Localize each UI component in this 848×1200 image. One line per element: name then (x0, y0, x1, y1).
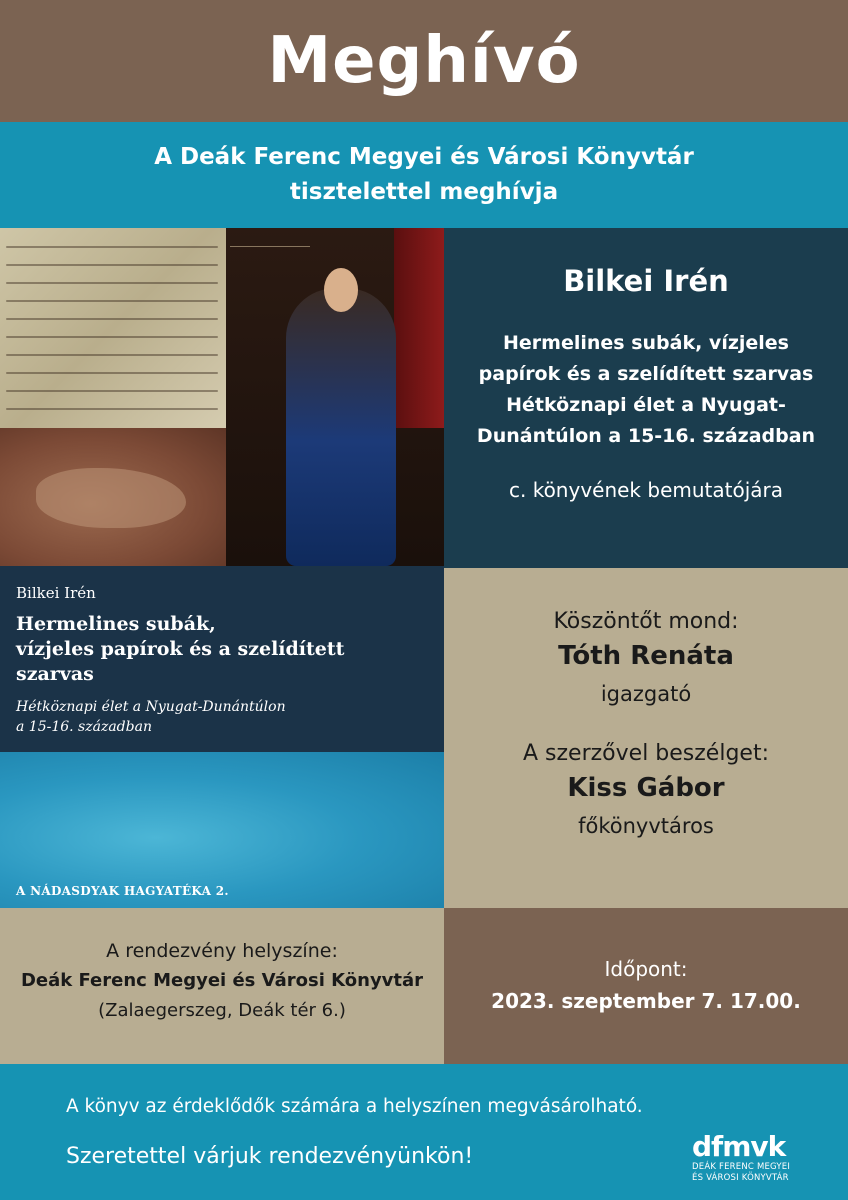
purchase-note: A könyv az érdeklődők számára a helyszínen megvásárolható. (66, 1096, 643, 1117)
teal-relief-image (0, 752, 444, 908)
intro-line-1: A Deák Ferenc Megyei és Városi Könyvtár (154, 144, 694, 170)
time-label: Időpont: (604, 957, 688, 981)
cover-series: A NÁDASDYAK HAGYATÉKA 2. (16, 884, 229, 898)
venue-address: (Zalaegerszeg, Deák tér 6.) (98, 1000, 346, 1021)
cover-author: Bilkei Irén (16, 584, 96, 602)
book-cover-image (0, 228, 444, 908)
deer-relief-image (0, 428, 226, 566)
venue-panel (0, 908, 444, 1064)
title-band (0, 0, 848, 122)
logo-mark: dfmvk (692, 1130, 786, 1163)
greeting-speaker: Tóth Renáta (558, 641, 734, 671)
invitation-title: Meghívó (267, 24, 581, 98)
footer-band (0, 1064, 848, 1200)
book-title-line-1: Hermelines subák, vízjeles (503, 332, 789, 354)
book-title-line-2: papírok és a szelídített szarvas (478, 363, 814, 385)
book-cover-text (0, 566, 444, 752)
talk-speaker: Kiss Gábor (567, 773, 725, 803)
manuscript-image (0, 228, 226, 428)
cover-title-line-2: vízjeles papírok és a szelídített szarvas (16, 638, 345, 685)
greeting-speaker-title: igazgató (600, 682, 692, 706)
presentation-panel (444, 228, 848, 568)
logo-line-1: DEÁK FERENC MEGYEI (692, 1162, 791, 1172)
cover-title-line-1: Hermelines subák, (16, 613, 216, 635)
intro-band (0, 122, 848, 228)
logo-line-2: ÉS VÁROSI KÖNYVTÁR (692, 1173, 789, 1183)
intro-line-2: tisztelettel meghívja (289, 179, 559, 205)
author-name: Bilkei Irén (563, 264, 729, 298)
library-logo (692, 1132, 822, 1184)
book-title-line-4: Dunántúlon a 15-16. században (476, 425, 816, 447)
portrait-painting (226, 228, 444, 566)
time-panel (444, 908, 848, 1064)
book-launch-text: c. könyvének bemutatójára (508, 478, 783, 502)
greeting-label: Köszöntőt mond: (553, 609, 739, 634)
venue-label: A rendezvény helyszíne: (106, 940, 338, 962)
venue-name: Deák Ferenc Megyei és Városi Könyvtár (20, 970, 424, 991)
talk-label: A szerzővel beszélget: (523, 741, 769, 766)
book-title-line-3: Hétköznapi élet a Nyugat- (506, 394, 786, 416)
speakers-panel (444, 568, 848, 908)
talk-speaker-title: főkönyvtáros (578, 814, 714, 838)
cover-subtitle-line-1: Hétköznapi élet a Nyugat-Dunántúlon (16, 699, 286, 715)
welcome-text: Szeretettel várjuk rendezvényünkön! (66, 1144, 474, 1169)
cover-subtitle-line-2: a 15-16. században (16, 719, 152, 735)
event-datetime: 2023. szeptember 7. 17.00. (491, 989, 801, 1013)
